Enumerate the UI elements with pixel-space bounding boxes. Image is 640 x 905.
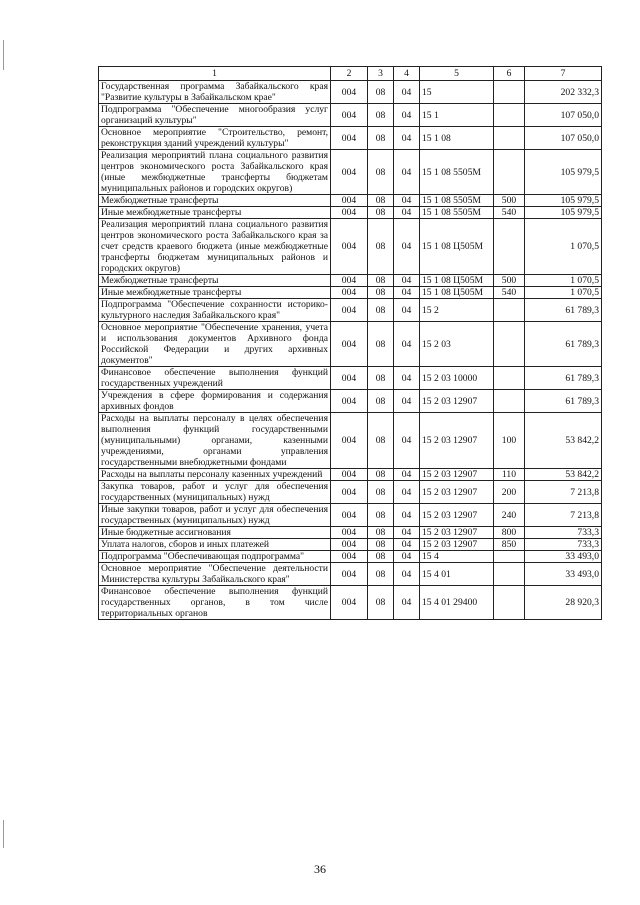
expense-type-cell: 800 (494, 527, 525, 539)
subsection-code-cell: 04 (394, 367, 420, 390)
budget-table (98, 66, 602, 620)
scan-edge-mark (3, 40, 4, 70)
amount-cell: 53 842,2 (525, 413, 602, 469)
ministry-code-cell: 004 (331, 207, 368, 219)
expense-type-cell (494, 150, 525, 195)
expense-type-cell: 200 (494, 481, 525, 504)
target-article-cell: 15 2 03 12907 (420, 413, 494, 469)
target-article-cell: 15 2 03 12907 (420, 390, 494, 413)
section-code-cell: 08 (368, 527, 394, 539)
section-code-cell: 08 (368, 390, 394, 413)
row-name-cell: Основное мероприятие "Обеспечение хранения, учета и использования документов Архивного фонда Российской Федерации и других архивных документов" (99, 322, 331, 367)
amount-cell: 105 979,5 (525, 150, 602, 195)
ministry-code-cell: 004 (331, 586, 368, 620)
target-article-cell: 15 1 08 Ц505М (420, 219, 494, 275)
ministry-code-cell: 004 (331, 275, 368, 287)
ministry-code-cell: 004 (331, 195, 368, 207)
section-code-cell: 08 (368, 127, 394, 150)
table-row (99, 551, 602, 563)
table-row (99, 586, 602, 620)
section-code-cell: 08 (368, 104, 394, 127)
column-number-cell: 2 (331, 67, 368, 81)
expense-type-cell (494, 563, 525, 586)
table-row (99, 275, 602, 287)
row-name-cell: Основное мероприятие "Строительство, ремонт, реконструкция зданий учреждений культуры" (99, 127, 331, 150)
ministry-code-cell: 004 (331, 150, 368, 195)
section-code-cell: 08 (368, 81, 394, 104)
subsection-code-cell: 04 (394, 469, 420, 481)
row-name-cell: Расходы на выплаты персоналу казенных учреждений (99, 469, 331, 481)
ministry-code-cell: 004 (331, 390, 368, 413)
subsection-code-cell: 04 (394, 504, 420, 527)
expense-type-cell (494, 322, 525, 367)
subsection-code-cell: 04 (394, 275, 420, 287)
row-name-cell: Финансовое обеспечение выполнения функций государственных органов, в том числе территориальных органов (99, 586, 331, 620)
row-name-cell: Иные бюджетные ассигнования (99, 527, 331, 539)
row-name-cell: Учреждения в сфере формирования и содержания архивных фондов (99, 390, 331, 413)
ministry-code-cell: 004 (331, 551, 368, 563)
table-row (99, 539, 602, 551)
table-row (99, 299, 602, 322)
expense-type-cell: 850 (494, 539, 525, 551)
target-article-cell: 15 2 03 12907 (420, 504, 494, 527)
section-code-cell: 08 (368, 586, 394, 620)
ministry-code-cell: 004 (331, 504, 368, 527)
ministry-code-cell: 004 (331, 127, 368, 150)
section-code-cell: 08 (368, 504, 394, 527)
section-code-cell: 08 (368, 275, 394, 287)
ministry-code-cell: 004 (331, 539, 368, 551)
subsection-code-cell: 04 (394, 322, 420, 367)
section-code-cell: 08 (368, 481, 394, 504)
subsection-code-cell: 04 (394, 127, 420, 150)
target-article-cell: 15 2 03 12907 (420, 481, 494, 504)
target-article-cell: 15 4 01 29400 (420, 586, 494, 620)
subsection-code-cell: 04 (394, 195, 420, 207)
section-code-cell: 08 (368, 195, 394, 207)
ministry-code-cell: 004 (331, 219, 368, 275)
expense-type-cell: 240 (494, 504, 525, 527)
scan-edge-mark (3, 820, 4, 848)
expense-type-cell: 500 (494, 195, 525, 207)
amount-cell: 61 789,3 (525, 299, 602, 322)
table-row (99, 219, 602, 275)
ministry-code-cell: 004 (331, 299, 368, 322)
target-article-cell: 15 2 03 12907 (420, 527, 494, 539)
ministry-code-cell: 004 (331, 481, 368, 504)
table-row (99, 413, 602, 469)
expense-type-cell (494, 586, 525, 620)
amount-cell: 733,3 (525, 527, 602, 539)
target-article-cell: 15 2 03 12907 (420, 539, 494, 551)
amount-cell: 33 493,0 (525, 551, 602, 563)
table-row (99, 504, 602, 527)
section-code-cell: 08 (368, 551, 394, 563)
table-row (99, 81, 602, 104)
table-row (99, 207, 602, 219)
table-row (99, 104, 602, 127)
section-code-cell: 08 (368, 219, 394, 275)
target-article-cell: 15 1 (420, 104, 494, 127)
expense-type-cell: 540 (494, 287, 525, 299)
ministry-code-cell: 004 (331, 104, 368, 127)
expense-type-cell (494, 81, 525, 104)
column-number-cell: 1 (99, 67, 331, 81)
row-name-cell: Межбюджетные трансферты (99, 275, 331, 287)
subsection-code-cell: 04 (394, 219, 420, 275)
budget-table-body (99, 67, 602, 620)
table-row (99, 150, 602, 195)
target-article-cell: 15 1 08 5505М (420, 207, 494, 219)
subsection-code-cell: 04 (394, 207, 420, 219)
section-code-cell: 08 (368, 150, 394, 195)
target-article-cell: 15 2 03 10000 (420, 367, 494, 390)
amount-cell: 105 979,5 (525, 195, 602, 207)
amount-cell: 202 332,3 (525, 81, 602, 104)
row-name-cell: Реализация мероприятий плана социального развития центров экономического роста Забайкальского края за счет средств краевого бюджета (иные межбюджетные трансферты бюджетам муниципальных районов и городских округов) (99, 219, 331, 275)
expense-type-cell (494, 219, 525, 275)
expense-type-cell (494, 104, 525, 127)
section-code-cell: 08 (368, 287, 394, 299)
row-name-cell: Подпрограмма "Обеспечивающая подпрограмма" (99, 551, 331, 563)
ministry-code-cell: 004 (331, 469, 368, 481)
row-name-cell: Основное мероприятие "Обеспечение деятельности Министерства культуры Забайкальского края" (99, 563, 331, 586)
target-article-cell: 15 1 08 5505М (420, 150, 494, 195)
section-code-cell: 08 (368, 413, 394, 469)
expense-type-cell (494, 127, 525, 150)
target-article-cell: 15 2 03 (420, 322, 494, 367)
section-code-cell: 08 (368, 207, 394, 219)
column-number-cell: 6 (494, 67, 525, 81)
amount-cell: 1 070,5 (525, 219, 602, 275)
amount-cell: 105 979,5 (525, 207, 602, 219)
expense-type-cell (494, 299, 525, 322)
amount-cell: 28 920,3 (525, 586, 602, 620)
subsection-code-cell: 04 (394, 481, 420, 504)
target-article-cell: 15 (420, 81, 494, 104)
table-row (99, 287, 602, 299)
row-name-cell: Иные закупки товаров, работ и услуг для обеспечения государственных (муниципальных) нужд (99, 504, 331, 527)
subsection-code-cell: 04 (394, 150, 420, 195)
amount-cell: 7 213,8 (525, 481, 602, 504)
subsection-code-cell: 04 (394, 586, 420, 620)
row-name-cell: Подпрограмма "Обеспечение многообразия услуг организаций культуры" (99, 104, 331, 127)
section-code-cell: 08 (368, 539, 394, 551)
expense-type-cell: 540 (494, 207, 525, 219)
row-name-cell: Иные межбюджетные трансферты (99, 287, 331, 299)
section-code-cell: 08 (368, 367, 394, 390)
section-code-cell: 08 (368, 322, 394, 367)
row-name-cell: Реализация мероприятий плана социального развития центров экономического роста Забайкальского края (иные межбюджетные трансферты бюджетам муниципальных районов и городских округов) (99, 150, 331, 195)
page-number: 36 (314, 862, 326, 876)
table-row (99, 563, 602, 586)
table-row (99, 367, 602, 390)
expense-type-cell (494, 367, 525, 390)
section-code-cell: 08 (368, 563, 394, 586)
section-code-cell: 08 (368, 299, 394, 322)
subsection-code-cell: 04 (394, 563, 420, 586)
ministry-code-cell: 004 (331, 527, 368, 539)
ministry-code-cell: 004 (331, 563, 368, 586)
table-row (99, 390, 602, 413)
table-row (99, 322, 602, 367)
ministry-code-cell: 004 (331, 81, 368, 104)
ministry-code-cell: 004 (331, 322, 368, 367)
subsection-code-cell: 04 (394, 299, 420, 322)
row-name-cell: Финансовое обеспечение выполнения функций государственных учреждений (99, 367, 331, 390)
subsection-code-cell: 04 (394, 287, 420, 299)
ministry-code-cell: 004 (331, 287, 368, 299)
target-article-cell: 15 4 01 (420, 563, 494, 586)
target-article-cell: 15 1 08 (420, 127, 494, 150)
subsection-code-cell: 04 (394, 527, 420, 539)
table-row (99, 195, 602, 207)
amount-cell: 53 842,2 (525, 469, 602, 481)
row-name-cell: Государственная программа Забайкальского края "Развитие культуры в Забайкальском крае" (99, 81, 331, 104)
row-name-cell: Межбюджетные трансферты (99, 195, 331, 207)
amount-cell: 1 070,5 (525, 275, 602, 287)
expense-type-cell: 110 (494, 469, 525, 481)
target-article-cell: 15 2 (420, 299, 494, 322)
target-article-cell: 15 2 03 12907 (420, 469, 494, 481)
target-article-cell: 15 4 (420, 551, 494, 563)
amount-cell: 107 050,0 (525, 127, 602, 150)
table-row (99, 481, 602, 504)
table-row (99, 527, 602, 539)
subsection-code-cell: 04 (394, 104, 420, 127)
amount-cell: 1 070,5 (525, 287, 602, 299)
column-number-cell: 4 (394, 67, 420, 81)
subsection-code-cell: 04 (394, 413, 420, 469)
ministry-code-cell: 004 (331, 413, 368, 469)
subsection-code-cell: 04 (394, 539, 420, 551)
amount-cell: 61 789,3 (525, 390, 602, 413)
row-name-cell: Иные межбюджетные трансферты (99, 207, 331, 219)
table-row (99, 469, 602, 481)
amount-cell: 7 213,8 (525, 504, 602, 527)
column-number-cell: 3 (368, 67, 394, 81)
section-code-cell: 08 (368, 469, 394, 481)
amount-cell: 33 493,0 (525, 563, 602, 586)
amount-cell: 107 050,0 (525, 104, 602, 127)
expense-type-cell (494, 390, 525, 413)
row-name-cell: Расходы на выплаты персоналу в целях обеспечения выполнения функций государственными (муниципальными) органами, казенными учреждениями, органами управления государственными внебюджетными фондами (99, 413, 331, 469)
expense-type-cell (494, 551, 525, 563)
row-name-cell: Закупка товаров, работ и услуг для обеспечения государственных (муниципальных) нужд (99, 481, 331, 504)
expense-type-cell: 100 (494, 413, 525, 469)
target-article-cell: 15 1 08 Ц505М (420, 287, 494, 299)
ministry-code-cell: 004 (331, 367, 368, 390)
column-number-cell: 5 (420, 67, 494, 81)
table-header-row (99, 67, 602, 81)
target-article-cell: 15 1 08 5505М (420, 195, 494, 207)
expense-type-cell: 500 (494, 275, 525, 287)
subsection-code-cell: 04 (394, 81, 420, 104)
row-name-cell: Уплата налогов, сборов и иных платежей (99, 539, 331, 551)
row-name-cell: Подпрограмма "Обеспечение сохранности историко-культурного наследия Забайкальского края" (99, 299, 331, 322)
amount-cell: 733,3 (525, 539, 602, 551)
subsection-code-cell: 04 (394, 551, 420, 563)
table-row (99, 127, 602, 150)
target-article-cell: 15 1 08 Ц505М (420, 275, 494, 287)
amount-cell: 61 789,3 (525, 322, 602, 367)
amount-cell: 61 789,3 (525, 367, 602, 390)
subsection-code-cell: 04 (394, 390, 420, 413)
column-number-cell: 7 (525, 67, 602, 81)
